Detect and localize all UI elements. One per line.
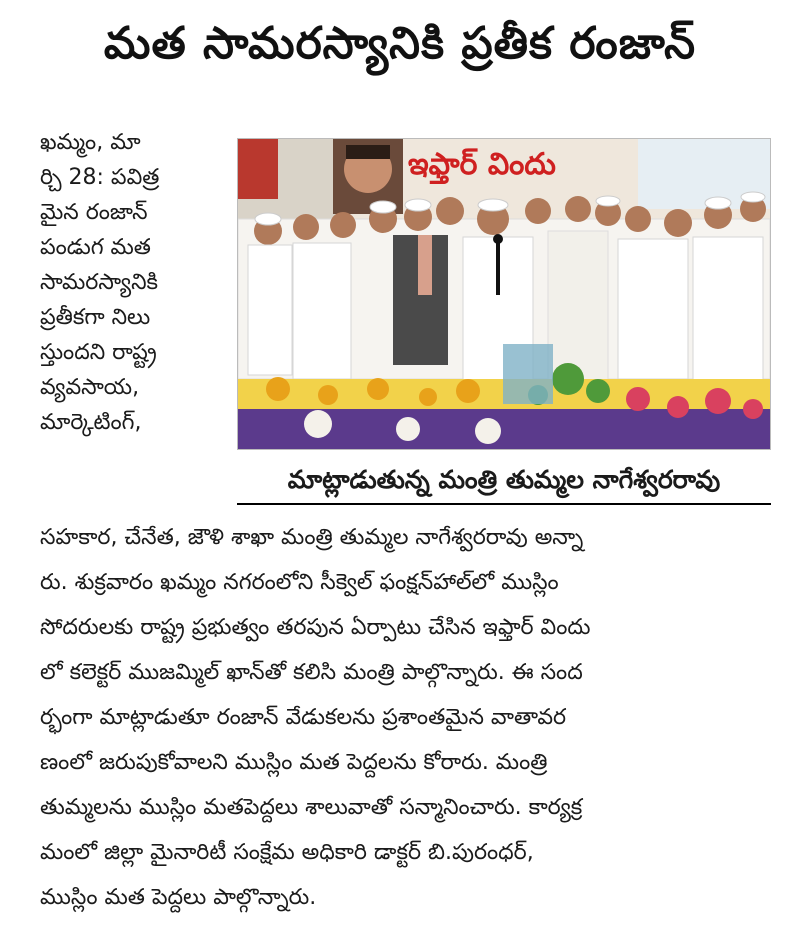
text-line: వ్యవసాయ,	[40, 375, 140, 400]
article-body	[40, 515, 775, 920]
text-line: రు. శుక్రవారం ఖమ్మం నగరంలోని సీక్వెల్ ఫంక్షన్‌హాల్‌లో ముస్లిం	[40, 570, 559, 595]
text-line: సహకార, చేనేత, జౌళి శాఖా మంత్రి తుమ్మల నాగేశ్వరరావు అన్నా	[40, 525, 584, 550]
text-line: లో కలెక్టర్ ముజమ్మిల్ ఖాన్‌తో కలిసి మంత్రి పాల్గొన్నారు. ఈ సంద	[40, 660, 583, 685]
text-line: ర్భంగా మాట్లాడుతూ రంజాన్ వేడుకలను ప్రశాంతమైన వాతావర	[40, 705, 567, 730]
left-column-text	[40, 125, 230, 440]
photo-caption: మాట్లాడుతున్న మంత్రి తుమ్మల నాగేశ్వరరావు	[237, 455, 771, 505]
text-line: పండుగ మత	[40, 235, 151, 260]
headline: మత సామరస్యానికి ప్రతీక రంజాన్	[103, 18, 697, 69]
iftar-event-photo	[238, 139, 770, 449]
text-line: మార్కెటింగ్,	[40, 410, 142, 435]
text-line: తుమ్మలను ముస్లిం మతపెద్దలు శాలువాతో సన్మానించారు. కార్యక్ర	[40, 795, 583, 820]
text-line: సామరస్యానికి	[40, 270, 159, 295]
text-line: సోదరులకు రాష్ట్ర ప్రభుత్వం తరపున ఏర్పాటు చేసిన ఇఫ్తార్ విందు	[40, 615, 591, 640]
text-line: మంలో జిల్లా మైనారిటీ సంక్షేమ అధికారి డాక్టర్ బి.పురంధర్,	[40, 840, 534, 865]
text-line: స్తుందని రాష్ట్ర	[40, 340, 157, 365]
text-line: ణంలో జరుపుకోవాలని ముస్లిం మత పెద్దలను కోరారు. మంత్రి	[40, 750, 548, 775]
text-line: ర్చి 28: పవిత్ర	[40, 165, 160, 190]
text-line: ప్రతీకగా నిలు	[40, 305, 151, 330]
text-line: ముస్లిం మత పెద్దలు పాల్గొన్నారు.	[40, 885, 317, 910]
text-line: మైన రంజాన్	[40, 200, 148, 225]
news-photo	[237, 138, 771, 450]
banner-text: ఇఫ్తార్ విందు	[408, 147, 556, 182]
text-line: ఖమ్మం, మా	[40, 130, 141, 155]
